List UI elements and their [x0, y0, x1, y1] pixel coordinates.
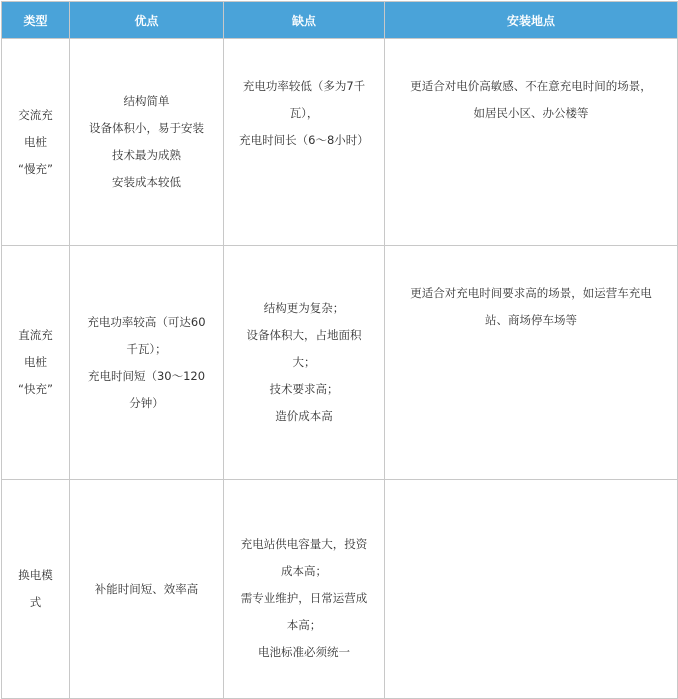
cons-cell [224, 39, 385, 246]
pros-cell [70, 246, 224, 480]
cons-line: 充电功率较低（多为7千 [242, 79, 366, 93]
cons-line: 造价成本高 [275, 409, 333, 423]
cons-line: 充电时间长（6～8小时） [239, 133, 369, 147]
location-line: 更适合对电价高敏感、不在意充电时间的场景， [410, 79, 652, 93]
cons-cell [224, 480, 385, 699]
pros-line: 补能时间短、效率高 [94, 581, 199, 596]
header-cons: 缺点 [224, 2, 385, 39]
type-line: “快充” [18, 382, 53, 396]
type-line: 电桩 [24, 134, 47, 149]
cons-line: 需专业维护，日常运营成 [240, 590, 368, 605]
pros-cell [70, 39, 224, 246]
pros-line: 千瓦）； [126, 341, 167, 356]
cons-line: 设备体积大，占地面积 [246, 328, 362, 342]
pros-line: 充电时间短（30～120 [87, 368, 206, 383]
type-line: “慢充” [18, 161, 53, 176]
table-header-row [2, 2, 678, 39]
cons-line: 成本高； [281, 563, 327, 578]
header-location: 安装地点 [385, 2, 678, 39]
cons-line: 大； [292, 355, 316, 369]
location-line: 更适合对充电时间要求高的场景，如运营车充电 [410, 286, 652, 300]
type-line: 换电模 [18, 568, 53, 582]
pros-line: 充电功率较高（可达60 [87, 314, 206, 329]
location-line: 站、商场停车场等 [485, 313, 577, 327]
cons-line: 瓦）， [289, 106, 319, 120]
pros-line: 结构简单 [123, 94, 170, 108]
location-line: 如居民小区、办公楼等 [473, 106, 589, 120]
pros-line: 技术最为成熟 [112, 148, 181, 162]
cons-line: 电池标准必须统一 [258, 644, 350, 659]
type-line: 电桩 [24, 355, 47, 369]
type-cell [2, 246, 70, 480]
cons-line: 本高； [286, 617, 322, 632]
cons-line: 技术要求高； [269, 382, 339, 396]
location-cell [385, 246, 678, 480]
table-row [2, 246, 678, 480]
type-cell [2, 39, 70, 246]
pros-line: 安装成本较低 [112, 175, 181, 189]
type-line: 交流充 [18, 107, 53, 122]
type-line: 式 [29, 595, 42, 609]
type-cell [2, 480, 70, 699]
header-type: 类型 [2, 2, 70, 39]
cons-line: 结构更为复杂； [263, 301, 345, 315]
pros-line: 设备体积小，易于安装 [89, 121, 204, 135]
pros-line: 分钟） [129, 395, 164, 410]
table-row [2, 480, 678, 699]
cons-cell [224, 246, 385, 480]
header-pros: 优点 [70, 2, 224, 39]
type-line: 直流充 [18, 328, 53, 342]
cons-line: 充电站供电容量大，投资 [240, 536, 368, 551]
pros-cell [70, 480, 224, 699]
location-cell [385, 39, 678, 246]
table-row [2, 39, 678, 246]
location-cell [385, 480, 678, 699]
comparison-table [1, 1, 678, 699]
